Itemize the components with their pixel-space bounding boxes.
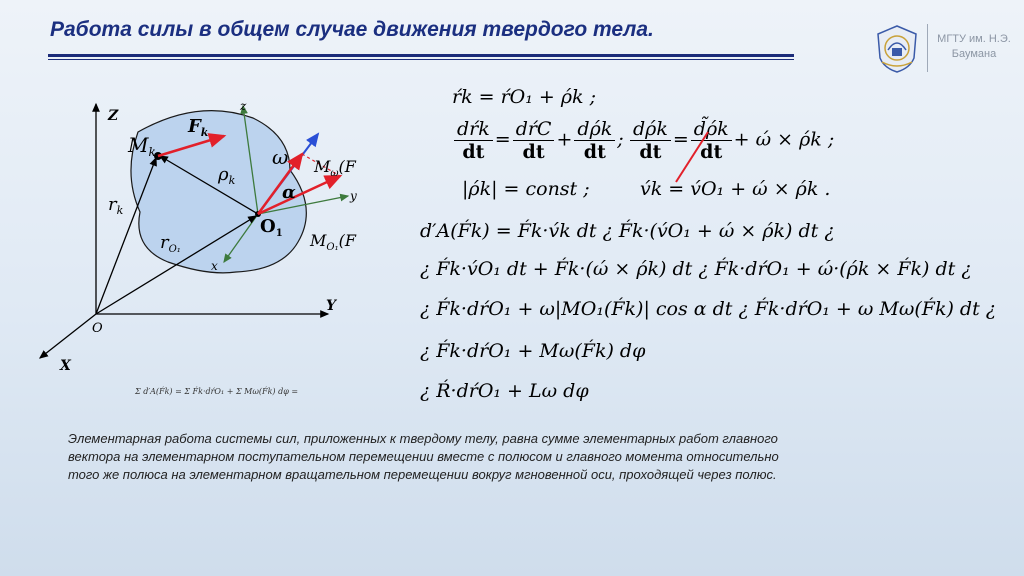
label-z: z	[240, 99, 247, 113]
conclusion-text: Элементарная работа системы сил, приложенных к твердому телу, равна сумме элементарных работ главного вектора на элементарном поступательном перемещении вместе с полюсом и главного момента относительно того же полюса на элементарном вращательном перемещении вокруг мгновенной оси, проходящей через полюс.	[68, 431, 779, 482]
equation-system-work-small: Σ d′A(F́k) = Σ F́k·dŕO₁ + Σ Mω(F́k) dφ =	[135, 387, 299, 396]
equation-elementary-work-1: d′A(F́k) = F́k·v́k dt ¿ F́k·(v́O₁ + ώ × ρ́k) dt ¿	[420, 220, 835, 242]
equation-point-velocity: v́k = v́O₁ + ώ × ρ́k .	[640, 178, 831, 200]
institution-line2: Баумана	[951, 48, 997, 60]
equation-elementary-work-3: ¿ F́k·dŕO₁ + ω|MO₁(F́k)| cos α dt ¿ F́k·dŕO₁ + ω Mω(F́k) dt ¿	[420, 298, 996, 320]
label-Momega: $M_\omega(F$	[314, 157, 356, 179]
equation-relative-derivative: $\frac{d\rhók}{dt}$ = $\frac{d̃\rhók}{dt}$ + ώ × ρ́k ;	[628, 118, 834, 163]
institution-name	[936, 32, 1012, 62]
logo-separator	[927, 24, 928, 72]
rigid-body-shape	[131, 111, 306, 273]
page-title: Работа силы в общем случае движения твердого тела.	[50, 18, 654, 41]
label-Y: Y	[326, 298, 336, 314]
institution-line1: МГТУ им. Н.Э.	[937, 33, 1011, 45]
title-underline-thin	[48, 59, 794, 60]
label-rO1: $r_{O_1}$	[160, 232, 181, 255]
title-underline-thick	[48, 54, 794, 57]
label-O: O	[92, 321, 103, 336]
equation-elementary-work-4: ¿ F́k·dŕO₁ + Mω(F́k) dφ	[420, 340, 646, 362]
label-Mk: $M_k$	[128, 133, 156, 159]
equation-system-work: ¿ Ŕ·dŕO₁ + Lω dφ	[420, 380, 589, 402]
mgtu-bauman-emblem-icon	[874, 24, 920, 74]
equation-elementary-work-2: ¿ F́k·v́O₁ dt + F́k·(ώ × ρ́k) dt ¿ F́k·dŕO₁ + ώ·(ρ́k × F́k) dt ¿	[420, 258, 972, 280]
label-omega: ω	[272, 145, 289, 169]
rigid-body-diagram	[28, 92, 408, 382]
label-alpha: α	[282, 182, 296, 203]
label-O1: $O_1$	[260, 216, 283, 239]
equation-const-length: |ρ́k| = const ;	[462, 178, 590, 200]
label-X: X	[60, 358, 71, 374]
axis-X	[40, 314, 96, 358]
equation-radius-vector: ŕk = ŕO₁ + ρ́k ;	[452, 86, 596, 108]
equation-velocity-derivative: $\frac{\text{dŕk}}{dt}$ = $\frac{\text{dŕC}}{dt}$ + $\frac{d\rhók}{dt}$ ;	[452, 118, 624, 163]
label-rho: $\rho_k$	[218, 164, 236, 187]
label-y: y	[350, 189, 357, 203]
label-Fk: $F_k$	[188, 116, 209, 139]
label-x: x	[211, 259, 218, 273]
label-MO1: $M_{O_1}(F$	[310, 231, 356, 253]
label-Z: Z	[108, 108, 119, 124]
label-rk: $r_k$	[108, 194, 124, 217]
